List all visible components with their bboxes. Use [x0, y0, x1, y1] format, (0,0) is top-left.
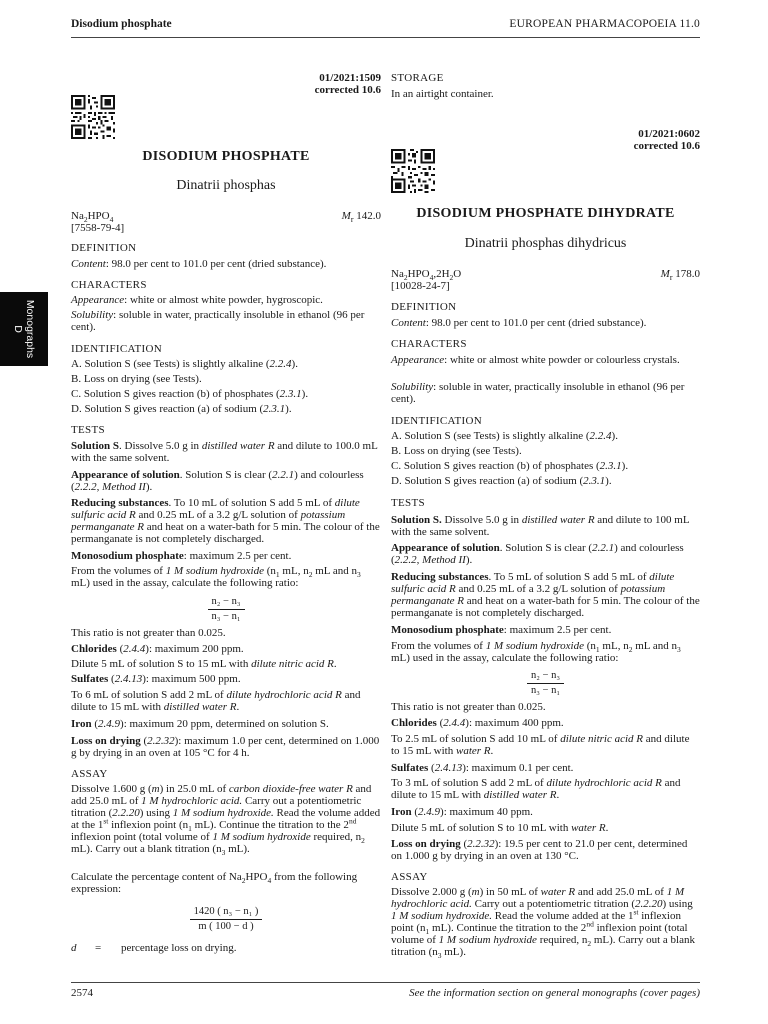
iron-procedure: Dilute 5 mL of solution S to 10 mL with water R. — [391, 822, 609, 834]
monograph-reference-left — [71, 72, 381, 96]
definition-content: Content: 98.0 per cent to 101.0 per cent (dried substance). — [391, 317, 647, 329]
assay-procedure: Dissolve 1.600 g (m) in 25.0 mL of carbon dioxide-free water R and add 25.0 mL of 1 M hydrochloric acid. Carry out a potentiometric titration (2.2.20) using 1 M sodium hydroxide. Read the volume added at the 1st inflexion point ($n_1$ mL). Continue the titration to the 2nd inflexion point (total volume of 1 M sodium hydroxide required, $n_2$ mL). Carry out a blank titration ($n_3$ mL). — [71, 783, 381, 858]
latin-name: Dinatrii phosphas dihydricus — [464, 236, 627, 251]
characters-appearance: Appearance: white or almost white powder, hygroscopic. — [71, 294, 323, 306]
test-reducing-substances: Reducing substances. To 10 mL of solution S add 5 mL of dilute sulfuric acid R and 0.25 mL of a 3.2 g/L solution of potassium permanganate R and heat on a water-bath for 5 min. The colour of the permanganate is not completely discharged. — [71, 497, 380, 545]
section-side-tab — [0, 292, 48, 366]
expression-denominator: m ( 100 − d ) — [198, 921, 254, 932]
characters-heading: CHARACTERS — [71, 279, 147, 291]
assay-heading: ASSAY — [391, 871, 428, 883]
ratio-limit: This ratio is not greater than 0.025. — [391, 701, 546, 713]
chlorides-procedure: To 2.5 mL of solution S add 10 mL of dilute nitric acid R and dilute to 15 mL with water R. — [391, 733, 690, 757]
tests-heading: TESTS — [71, 424, 105, 436]
chlorides-procedure: Dilute 5 mL of solution S to 15 mL with dilute nitric acid R. — [71, 658, 337, 670]
formula-row — [71, 210, 381, 225]
page-number: 2574 — [71, 987, 93, 999]
formula-row — [391, 268, 700, 283]
identification-c: C. Solution S gives reaction (b) of phosphates (2.3.1). — [71, 388, 309, 400]
definition-heading: DEFINITION — [391, 301, 457, 313]
running-header-title: Disodium phosphate — [71, 18, 172, 30]
expression-numerator: 1420 ( n₃ − n₁ ) — [190, 906, 263, 920]
test-monosodium-phosphate: Monosodium phosphate: maximum 2.5 per cent. — [391, 624, 612, 636]
footer-rule — [71, 982, 700, 983]
identification-b: B. Loss on drying (see Tests). — [71, 373, 202, 385]
qr-code-icon — [71, 95, 115, 139]
identification-d: D. Solution S gives reaction (a) of sodium (2.3.1). — [71, 403, 292, 415]
tests-heading: TESTS — [391, 497, 425, 509]
monograph-number: 01/2021:0602 — [638, 128, 700, 140]
definition-content: Content: 98.0 per cent to 101.0 per cent (dried substance). — [71, 258, 327, 270]
test-iron: Iron (2.4.9): maximum 40 ppm. — [391, 806, 533, 818]
cas-number: [10028-24-7] — [391, 280, 450, 292]
running-header-publication: EUROPEAN PHARMACOPOEIA 11.0 — [509, 18, 700, 30]
relative-molecular-mass: $M_r$ 142.0 — [341, 210, 381, 225]
ratio-equation — [391, 670, 700, 697]
monograph-reference-right — [391, 128, 700, 152]
characters-solubility: Solubility: soluble in water, practically insoluble in ethanol (96 per cent). — [71, 309, 365, 333]
monograph-correction: corrected 10.6 — [314, 84, 381, 96]
equals-sign: = — [95, 942, 102, 954]
ratio-denominator: n₃ − n₁ — [211, 611, 241, 622]
side-tab-line2: D — [12, 325, 24, 333]
test-iron: Iron (2.4.9): maximum 20 ppm, determined on solution S. — [71, 718, 329, 730]
relative-molecular-mass: $M_r$ 178.0 — [660, 268, 700, 283]
storage-heading: STORAGE — [391, 72, 444, 84]
ratio-instructions: From the volumes of 1 M sodium hydroxide ($n_1$ mL, $n_2$ mL and $n_3$ mL) used in the assay, calculate the following ratio: — [71, 565, 361, 589]
ratio-numerator: n₂ − n₃ — [527, 670, 564, 684]
storage-text: In an airtight container. — [391, 88, 494, 100]
identification-a: A. Solution S (see Tests) is slightly alkaline (2.2.4). — [71, 358, 298, 370]
side-tab-label — [12, 300, 36, 358]
assay-heading: ASSAY — [71, 768, 108, 780]
test-sulfates: Sulfates (2.4.13): maximum 0.1 per cent. — [391, 762, 574, 774]
symbol-definition — [71, 942, 381, 954]
symbol-meaning: percentage loss on drying. — [121, 942, 237, 954]
ratio-numerator: n₂ − n₃ — [208, 596, 245, 610]
latin-name: Dinatrii phosphas — [176, 178, 276, 193]
sulfates-procedure: To 3 mL of solution S add 2 mL of dilute hydrochloric acid R and dilute to 15 mL with distilled water R. — [391, 777, 681, 801]
identification-d: D. Solution S gives reaction (a) of sodium (2.3.1). — [391, 475, 612, 487]
characters-heading: CHARACTERS — [391, 338, 467, 350]
test-reducing-substances: Reducing substances. To 5 mL of solution S add 5 mL of dilute sulfuric acid R and 0.25 mL of a 3.2 g/L solution of potassium permanganate R and heat on a water-bath for 5 min. The colour of the permanganate is not completely discharged. — [391, 571, 700, 619]
test-chlorides: Chlorides (2.4.4): maximum 200 ppm. — [71, 643, 244, 655]
test-appearance-of-solution: Appearance of solution. Solution S is clear (2.2.1) and colourless (2.2.2, Method II). — [391, 542, 684, 566]
characters-appearance: Appearance: white or almost white powder or colourless crystals. — [391, 354, 680, 366]
symbol-d: d — [71, 942, 77, 954]
ratio-denominator: n₃ − n₁ — [531, 685, 560, 696]
test-sulfates: Sulfates (2.4.13): maximum 500 ppm. — [71, 673, 241, 685]
test-chlorides: Chlorides (2.4.4): maximum 400 ppm. — [391, 717, 564, 729]
test-monosodium-phosphate: Monosodium phosphate: maximum 2.5 per cent. — [71, 550, 292, 562]
identification-heading: IDENTIFICATION — [71, 343, 162, 355]
cas-number: [7558-79-4] — [71, 222, 125, 234]
qr-code-icon — [391, 149, 435, 193]
monograph-number: 01/2021:1509 — [319, 72, 381, 84]
test-loss-on-drying: Loss on drying (2.2.32): maximum 1.0 per cent, determined on 1.000 g by drying in an oven at 105 °C for 4 h. — [71, 735, 380, 759]
assay-expression — [71, 906, 381, 933]
assay-procedure: Dissolve 2.000 g (m) in 50 mL of water R and add 25.0 mL of 1 M hydrochloric acid. Carry out a potentiometric titration (2.2.20) using 1 M sodium hydroxide. Read the volume added at the 1st inflexion point ($n_1$ mL). Continue the titration to the 2nd inflexion point (total volume of 1 M sodium hydroxide required, $n_2$ mL). Carry out a blank titration ($n_3$ mL). — [391, 886, 695, 961]
test-solution-s: Solution S. Dissolve 5.0 g in distilled water R and dilute to 100.0 mL with the same solvent. — [71, 440, 378, 464]
footer-note: See the information section on general monographs (cover pages) — [409, 987, 700, 999]
characters-solubility: Solubility: soluble in water, practically insoluble in ethanol (96 per cent). — [391, 381, 685, 405]
ratio-instructions: From the volumes of 1 M sodium hydroxide ($n_1$ mL, $n_2$ mL and $n_3$ mL) used in the assay, calculate the following ratio: — [391, 640, 681, 664]
test-solution-s: Solution S. Dissolve 5.0 g in distilled water R and dilute to 100 mL with the same solvent. — [391, 514, 690, 538]
ratio-equation — [71, 596, 381, 623]
molecular-formula: $Na_2HPO_4$ — [71, 210, 114, 225]
test-appearance-of-solution: Appearance of solution. Solution S is clear (2.2.1) and colourless (2.2.2, Method II). — [71, 469, 364, 493]
monograph-correction: corrected 10.6 — [633, 140, 700, 152]
identification-a: A. Solution S (see Tests) is slightly alkaline (2.2.4). — [391, 430, 618, 442]
assay-calculation: Calculate the percentage content of $Na_2HPO_4$ from the following expression: — [71, 871, 358, 895]
ratio-limit: This ratio is not greater than 0.025. — [71, 627, 226, 639]
identification-b: B. Loss on drying (see Tests). — [391, 445, 522, 457]
sulfates-procedure: To 6 mL of solution S add 2 mL of dilute hydrochloric acid R and dilute to 15 mL with distilled water R. — [71, 689, 361, 713]
header-rule — [71, 37, 700, 38]
identification-c: C. Solution S gives reaction (b) of phosphates (2.3.1). — [391, 460, 629, 472]
monograph-title: DISODIUM PHOSPHATE — [142, 149, 310, 164]
definition-heading: DEFINITION — [71, 242, 137, 254]
test-loss-on-drying: Loss on drying (2.2.32): 19.5 per cent to 21.0 per cent, determined on 1.000 g by drying in an oven at 130 °C. — [391, 838, 688, 862]
identification-heading: IDENTIFICATION — [391, 415, 482, 427]
monograph-title: DISODIUM PHOSPHATE DIHYDRATE — [416, 206, 675, 221]
side-tab-line1: Monographs — [24, 299, 36, 359]
molecular-formula: $Na_2HPO_4,2H_2O$ — [391, 268, 462, 283]
